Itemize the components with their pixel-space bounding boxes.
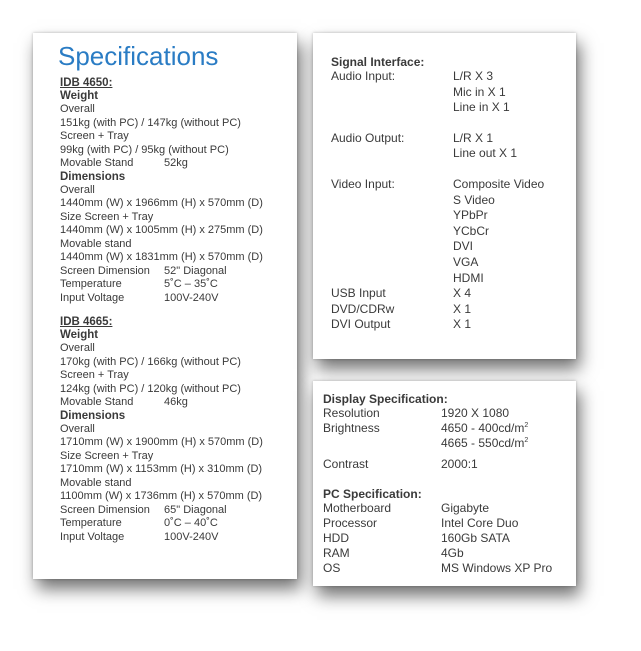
pc-row — [323, 561, 576, 576]
page-title: Specifications — [58, 41, 219, 71]
dimension-line: 1440mm (W) x 1005mm (H) x 275mm (D) — [60, 224, 263, 236]
spec-value: X 1 — [453, 317, 472, 332]
spec-row — [60, 504, 297, 518]
spec-value: 1920 X 1080 — [441, 406, 510, 420]
spec-value: 160Gb SATA — [441, 531, 510, 545]
dvd-row — [331, 302, 576, 318]
spec-label: Input Voltage — [60, 530, 125, 543]
spec-value: DVI — [453, 239, 474, 254]
spec-label: HDD — [323, 531, 349, 545]
spec-value: Intel Core Duo — [441, 516, 519, 530]
dimension-line: Size Screen + Tray — [60, 449, 154, 462]
spec-label: Screen Dimension — [60, 264, 150, 277]
spec-value: Mic in X 1 — [453, 84, 506, 99]
spec-label: USB Input — [331, 286, 386, 301]
display-heading: Display Specification: — [323, 392, 448, 406]
spec-value: 0˚C – 40˚C — [164, 517, 218, 529]
movable-stand-row — [60, 157, 297, 171]
spec-value: YPbPr — [453, 208, 488, 223]
spec-label: Resolution — [323, 406, 380, 420]
spec-label: Movable Stand — [60, 396, 134, 408]
spec-label: DVD/CDRw — [331, 301, 395, 316]
weight-heading: Weight — [60, 329, 99, 341]
display-pc-card — [313, 381, 576, 586]
weight-line: 151kg (with PC) / 147kg (without PC) — [60, 116, 241, 129]
signal-heading: Signal Interface: — [331, 55, 425, 69]
weight-line: 124kg (with PC) / 120kg (without PC) — [60, 382, 241, 395]
weight-line: 170kg (with PC) / 166kg (without PC) — [60, 355, 241, 368]
pc-row — [323, 531, 576, 546]
spec-value: 5˚C – 35˚C — [164, 278, 218, 290]
pc-heading: PC Specification: — [323, 487, 422, 501]
pc-row — [323, 546, 576, 561]
spec-label: Audio Input: — [331, 69, 396, 83]
resolution-row — [323, 406, 576, 421]
weight-line: Overall — [60, 103, 95, 115]
model-name: IDB 4650: — [60, 77, 113, 89]
spec-row — [60, 531, 297, 545]
weight-line: Overall — [60, 342, 95, 354]
spec-label: Brightness — [323, 421, 380, 435]
spec-label: Temperature — [60, 278, 122, 290]
weight-line: Screen + Tray — [60, 130, 129, 142]
dvi-output-row — [331, 317, 576, 333]
specifications-card — [33, 33, 297, 579]
dimension-line: Overall — [60, 183, 95, 196]
dimension-line: 1100mm (W) x 1736mm (H) x 570mm (D) — [60, 490, 263, 502]
spec-value: 52" Diagonal — [164, 264, 227, 277]
spec-value: 52kg — [164, 157, 188, 169]
spec-label: Motherboard — [323, 501, 392, 515]
spec-value: X 4 — [453, 286, 472, 301]
spec-value: $4665 - 550cd/m^2$ — [441, 436, 529, 450]
spec-value: X 1 — [453, 301, 472, 316]
contrast-row — [323, 457, 576, 472]
dimension-line: 1710mm (W) x 1153mm (H) x 310mm (D) — [60, 463, 263, 475]
spec-row — [60, 265, 297, 279]
spec-label: Processor — [323, 516, 378, 530]
spec-label: DVI Output — [331, 317, 391, 332]
dimension-line: Movable stand — [60, 476, 132, 489]
spec-value: MS Windows XP Pro — [441, 561, 553, 575]
spec-value: S Video — [453, 192, 495, 207]
pc-row — [323, 501, 576, 516]
dimension-line: Movable stand — [60, 237, 132, 250]
spec-value: Gigabyte — [441, 501, 490, 515]
dimension-line: 1440mm (W) x 1966mm (H) x 570mm (D) — [60, 197, 263, 209]
spec-label: Movable Stand — [60, 157, 134, 169]
spec-value: 100V-240V — [164, 291, 219, 304]
spec-label: Video Input: — [331, 176, 395, 191]
weight-line: 99kg (with PC) / 95kg (without PC) — [60, 143, 229, 156]
spec-value: 65" Diagonal — [164, 503, 227, 516]
spec-row — [60, 517, 297, 531]
spec-value: 100V-240V — [164, 530, 219, 543]
spec-value: Line out X 1 — [453, 146, 518, 161]
spec-row — [60, 278, 297, 292]
spec-row — [60, 292, 297, 306]
spec-value: $4650 - 400cd/m^2$ — [441, 421, 529, 435]
dimensions-heading: Dimensions — [60, 170, 126, 183]
brightness-row — [323, 421, 576, 451]
spec-value: VGA — [453, 254, 479, 269]
spec-value: Line in X 1 — [453, 100, 510, 115]
spec-value: L/R X 3 — [453, 69, 494, 83]
weight-line: Screen + Tray — [60, 369, 129, 381]
spec-value: 2000:1 — [441, 457, 478, 471]
spec-value: HDMI — [453, 270, 484, 285]
spec-value: L/R X 1 — [453, 130, 494, 145]
dimension-line: Overall — [60, 422, 95, 435]
usb-input-row — [331, 286, 576, 302]
spec-label: RAM — [323, 546, 350, 560]
spec-label: Temperature — [60, 517, 122, 529]
model-name: IDB 4665: — [60, 316, 113, 328]
spec-label: Audio Output: — [331, 130, 405, 145]
spec-value: 46kg — [164, 396, 188, 408]
movable-stand-row — [60, 396, 297, 410]
dimension-line: 1440mm (W) x 1831mm (H) x 570mm (D) — [60, 251, 263, 263]
pc-row — [323, 516, 576, 531]
dimension-line: Size Screen + Tray — [60, 210, 154, 223]
spec-value: Composite Video — [453, 176, 545, 191]
spec-label: Input Voltage — [60, 291, 125, 304]
spec-label: Screen Dimension — [60, 503, 150, 516]
audio-output-row — [331, 131, 576, 162]
video-input-row — [331, 177, 576, 286]
spec-label: OS — [323, 561, 341, 575]
weight-heading: Weight — [60, 90, 99, 102]
spec-value: YCbCr — [453, 223, 490, 238]
signal-interface-card — [313, 33, 576, 359]
dimensions-heading: Dimensions — [60, 409, 126, 422]
spec-label: Contrast — [323, 457, 369, 471]
audio-input-row — [331, 69, 576, 116]
spec-value: 4Gb — [441, 546, 464, 560]
dimension-line: 1710mm (W) x 1900mm (H) x 570mm (D) — [60, 436, 263, 448]
